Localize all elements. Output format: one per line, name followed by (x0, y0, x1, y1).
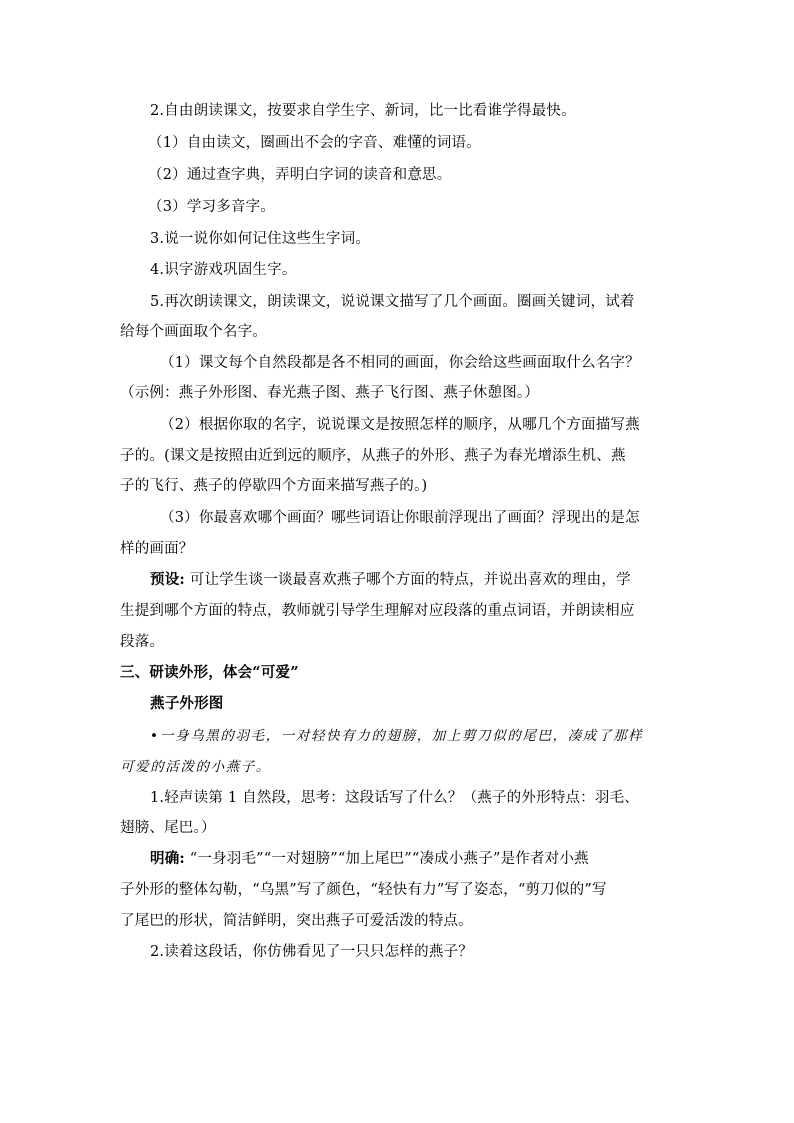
paragraph-line: 子外形的整体勾勒，“乌黑”写了颜色，“轻快有力”写了姿态，“剪刀似的”写 (120, 882, 607, 898)
sub-heading: 燕子外形图 (150, 695, 224, 712)
preset-label: 预设: (150, 571, 185, 588)
paragraph-line: （示例：燕子外形图、春光燕子图、燕子飞行图、燕子休憩图。） (120, 385, 540, 401)
clarify-label: 明确: (150, 850, 185, 867)
paragraph-line: 1.轻声读第 1 自然段，思考：这段话写了什么？（燕子的外形特点：羽毛、 (150, 790, 639, 806)
paragraph-line: 2.读着这段话，你仿佛看见了一只只怎样的燕子？ (150, 944, 473, 960)
clarify-text: “一身羽毛”“一对翅膀”“加上尾巴”“凑成小燕子”是作者对小燕 (189, 851, 589, 867)
quote-line (150, 726, 643, 746)
paragraph-line: （2）通过查字典，弄明白字词的读音和意思。 (148, 167, 452, 183)
paragraph-line: 翅膀、尾巴。） (120, 820, 216, 836)
paragraph-line: 子的飞行、燕子的停歇四个方面来描写燕子的。) (120, 478, 428, 494)
paragraph-line: 了尾巴的形状，简洁鲜明，突出燕子可爱活泼的特点。 (120, 913, 473, 929)
preset-text: 可让学生谈一谈最喜欢燕子哪个方面的特点，并说出喜欢的理由，学 (189, 572, 631, 588)
paragraph-line: 3.说一说你如何记住这些生字词。 (150, 231, 371, 247)
paragraph-line: 2.自由朗读课文，按要求自学生字、新词，比一比看谁学得最快。 (150, 103, 576, 119)
paragraph-line: （2）根据你取的名字，说说课文是按照怎样的顺序，从哪几个方面描写燕 (160, 417, 640, 433)
bullet-mark: • (150, 728, 160, 744)
section-heading: 三、研读外形，体会“可爱” (120, 664, 299, 681)
paragraph-line: （1）自由读文，圈画出不会的字音、难懂的词语。 (148, 135, 481, 151)
quote-line: 可爱的活泼的小燕子。 (120, 759, 271, 775)
quote-text: 一身乌黑的羽毛，一对轻快有力的翅膀，加上剪刀似的尾巴，凑成了那样 (160, 728, 644, 744)
paragraph-line: （3）学习多音字。 (148, 199, 276, 215)
paragraph-line: （3）你最喜欢哪个画面？哪些词语让你眼前浮现出了画面？浮现出的是怎 (160, 510, 640, 526)
preset-paragraph-line (150, 570, 631, 590)
paragraph-line: 5.再次朗读课文，朗读课文，说说课文描写了几个画面。圈画关键词，试着 (150, 294, 635, 310)
paragraph-line: 子的。(课文是按照由近到远的顺序，从燕子的外形、燕子为春光增添生机、燕 (120, 448, 626, 464)
paragraph-line: 样的画面？ (120, 541, 194, 557)
paragraph-line: （1）课文每个自然段都是各不相同的画面，你会给这些画面取什么名字？ (160, 355, 640, 371)
paragraph-line: 段落。 (120, 634, 165, 650)
paragraph-line: 生提到哪个方面的特点，教师就引导学生理解对应段落的重点词语，并朗读相应 (120, 603, 635, 619)
clarify-paragraph-line (150, 849, 589, 869)
paragraph-line: 4.识字游戏巩固生字。 (150, 262, 297, 278)
paragraph-line: 给每个画面取个名字。 (120, 324, 267, 340)
